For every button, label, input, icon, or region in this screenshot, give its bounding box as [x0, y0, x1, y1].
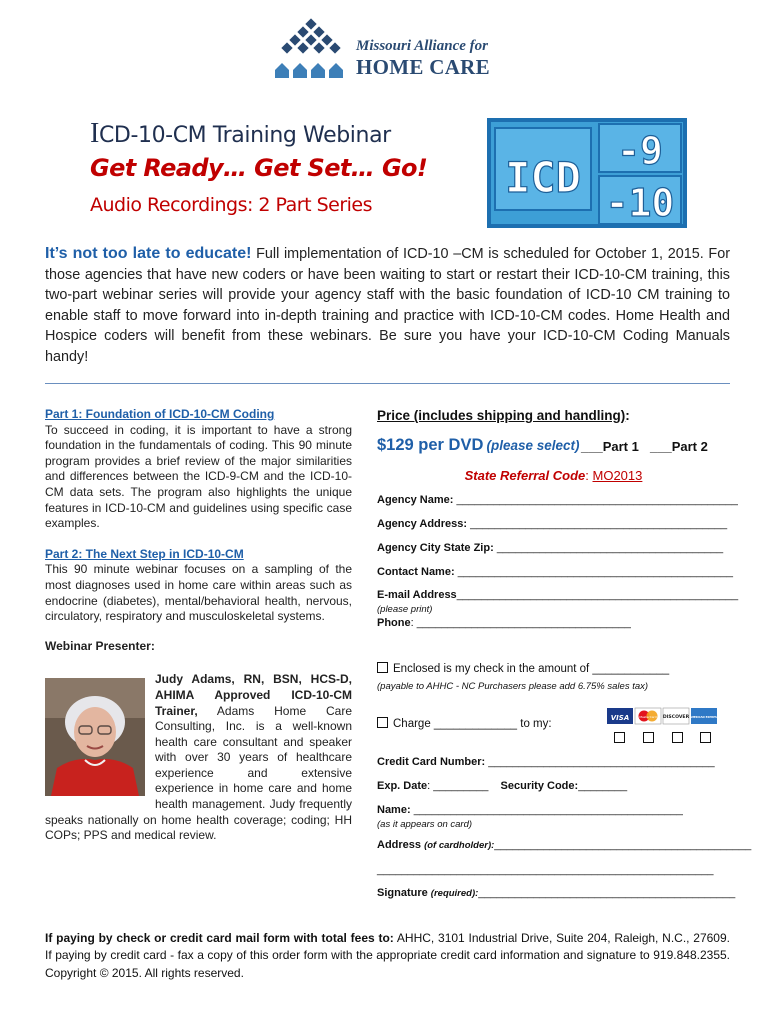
email-label: E-mail Address — [377, 589, 457, 601]
intro-lead: It’s not too late to educate! — [45, 245, 252, 262]
presenter-body: Adams Home Care Consulting, Inc. is a well-known health care consultant and speaker with over 30 years of healthcare experience and extensive experience in home care and home health management. Judy frequently speaks nationally on home health coverage; coding; HH COPs; PPS and medical review. — [45, 703, 352, 843]
security-code-line: ________ — [578, 780, 628, 792]
amex-label: AMERICAN EXPRESS — [689, 716, 719, 719]
card-number-field[interactable]: Credit Card Number: _____________________________________ — [377, 756, 715, 768]
referral-label: State Referral Code — [464, 468, 586, 483]
presenter-heading: Webinar Presenter: — [45, 638, 155, 653]
agency-name-label: Agency Name: — [377, 494, 454, 506]
referral-colon: : — [585, 468, 593, 483]
signature-label: Signature — [377, 887, 428, 899]
price-value: $129 per DVD — [377, 436, 484, 454]
part1-body: To succeed in coding, it is important to have a strong foundation in the fundamentals of coding. This 90 minute program provides a brief review of the major similarities and differences between the ICD-9-CM and the ICD-10-CM data sets. The program also highlights the unique features in ICD-10-CM and guidelines using specific case examples. — [45, 422, 352, 531]
series-label: Audio Recordings: 2 Part Series — [90, 194, 373, 216]
course-description-column — [45, 407, 352, 844]
exp-date-line: : _________ — [427, 780, 489, 792]
security-code-label: Security Code: — [500, 780, 579, 792]
mailing-instructions — [45, 930, 730, 982]
contact-name-field[interactable]: Contact Name: _____________________________________________ — [377, 566, 733, 578]
price-select-note: (please select) — [486, 438, 580, 453]
charge-option[interactable] — [377, 717, 552, 730]
org-name-line2: HOME CARE — [356, 55, 490, 79]
discover-checkbox[interactable] — [672, 732, 683, 743]
state-referral — [377, 468, 730, 483]
check-checkbox[interactable] — [377, 662, 388, 673]
name-label: Name: — [377, 804, 411, 816]
phone-colon: : — [410, 617, 414, 629]
page-title — [90, 118, 391, 150]
signature-hint: (required): — [430, 888, 479, 899]
phone-label: Phone — [377, 617, 411, 629]
address-line2-field[interactable]: _______________________________________________________ — [377, 864, 714, 876]
charge-checkbox[interactable] — [377, 717, 388, 728]
credit-card-logos — [607, 708, 717, 724]
part2-select[interactable]: ___Part 2 — [650, 439, 708, 454]
phone-field[interactable]: Phone: ___________________________________ — [377, 617, 631, 629]
signature-field[interactable]: Signature (required):__________________________________________ — [377, 887, 736, 899]
agency-address-field[interactable]: Agency Address: __________________________________________ — [377, 518, 728, 530]
footer-lead: If paying by check or credit card mail form with total fees to: — [45, 931, 394, 945]
house-diamond-logo-icon — [272, 18, 348, 80]
presenter-bio — [45, 672, 352, 844]
visa-label: VISA — [610, 714, 630, 722]
card-type-checkboxes — [614, 732, 714, 746]
name-hint: (as it appears on card) — [377, 819, 473, 830]
section-divider — [45, 383, 730, 384]
order-form — [377, 408, 752, 899]
email-hint: (please print) — [377, 604, 433, 615]
badge-icd-text: ICD — [505, 153, 581, 202]
price-heading-text: Price (includes shipping and handling) — [377, 408, 626, 423]
visa-checkbox[interactable] — [614, 732, 625, 743]
title-main: CD-10-CM Training Webinar — [98, 123, 391, 148]
check-label: Enclosed is my check in the amount of ____________ — [393, 663, 670, 675]
intro-body: Full implementation of ICD-10 –CM is scheduled for October 1, 2015. For those agencies that have new coders or have been waiting to start or restart their ICD-10-CM training, this two-part webinar series will provide your agency staff with the basic foundation of ICD-10 CM training to enable staff to move forward into in-depth training and practice with ICD-10-CM codes. Home Health and Hospice coders will benefit from these webinars. Be sure you have your ICD-10-CM Coding Manuals handy! — [45, 246, 730, 365]
amex-checkbox[interactable] — [700, 732, 711, 743]
exp-security-field[interactable] — [377, 780, 722, 792]
agency-city-field[interactable]: Agency City State Zip: _____________________________________ — [377, 542, 724, 554]
address-hint: (of cardholder): — [424, 840, 495, 851]
price-heading-colon: : — [625, 408, 630, 423]
agency-name-field[interactable]: Agency Name: ______________________________________________ — [377, 494, 738, 506]
contact-name-label: Contact Name: — [377, 566, 455, 578]
part1-select[interactable]: ___Part 1 — [581, 439, 639, 454]
email-field[interactable]: E-mail Address______________________________________________ — [377, 589, 739, 601]
presenter-name: Judy Adams, RN, BSN, HCS-D, AHIMA Approved ICD-10-CM Trainer, — [155, 672, 352, 718]
footer-body: AHHC, 3101 Industrial Drive, Suite 204, Raleigh, N.C., 27609. If paying by credit card - fax a copy of this order form with the appropriate credit card information and signature to 919.848.2355. Copyright © 2015. All rights reserved. — [45, 931, 730, 980]
discover-label: DISCOVER — [662, 715, 690, 720]
cardholder-name-field[interactable]: Name: ____________________________________________ — [377, 804, 683, 816]
card-number-label: Credit Card Number: — [377, 756, 486, 768]
mastercard-label: MasterCard — [639, 715, 657, 719]
title-initial: I — [90, 118, 99, 149]
exp-date-label: Exp. Date — [377, 780, 428, 792]
org-logo — [272, 18, 512, 80]
presenter-photo — [45, 678, 145, 796]
icd-9-10-badge-image — [487, 118, 687, 228]
agency-address-label: Agency Address: — [377, 518, 468, 530]
address-label: Address — [377, 839, 422, 851]
badge-9-text: -9 — [617, 129, 663, 173]
intro-paragraph — [45, 244, 730, 367]
charge-label: Charge _____________ to my: — [393, 718, 552, 730]
price-heading — [377, 408, 730, 423]
part2-heading: Part 2: The Next Step in ICD-10-CM — [45, 546, 244, 561]
cardholder-address-field[interactable]: Address (of cardholder):__________________________________________ — [377, 839, 752, 851]
badge-10-text: -10 — [605, 181, 675, 225]
part2-body: This 90 minute webinar focuses on a sampling of the most diagnoses used in home care within areas such as endocrine (diabetes), mental/behavioral health, nervous, circulatory, respiratory and musculoskeletal systems. — [45, 562, 352, 624]
page-subtitle: Get Ready… Get Set… Go! — [90, 154, 428, 182]
check-hint: (payable to AHHC - NC Purchasers please add 6.75% sales tax) — [377, 681, 649, 692]
org-name-line1: Missouri Alliance for — [356, 38, 488, 54]
referral-code: MO2013 — [592, 468, 643, 483]
check-option[interactable] — [377, 662, 669, 675]
agency-city-label: Agency City State Zip: — [377, 542, 494, 554]
price-row — [377, 436, 730, 455]
mastercard-checkbox[interactable] — [643, 732, 654, 743]
part1-heading: Part 1: Foundation of ICD-10-CM Coding — [45, 407, 275, 421]
